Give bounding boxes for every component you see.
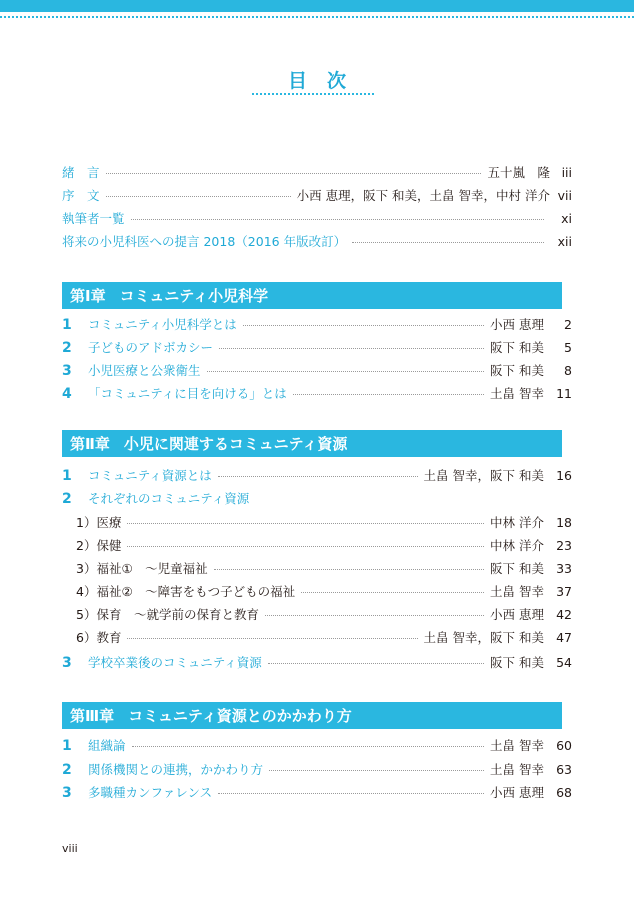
chapter-heading[interactable] [62, 282, 562, 309]
entry-label: コミュニティ小児科学とは [88, 317, 237, 332]
entry-page: 16 [556, 467, 572, 483]
chapter-heading[interactable] [62, 430, 562, 457]
toc-section-entry[interactable] [62, 314, 572, 334]
entry-author: 土畠 智幸 [490, 386, 544, 401]
dot-leader [127, 523, 484, 524]
toc-subsection-entry[interactable] [76, 581, 572, 601]
entry-author: 中林 洋介 [490, 515, 544, 530]
entry-author: 阪下 和美 [490, 655, 544, 670]
dot-leader [269, 770, 484, 771]
entry-page: 63 [556, 761, 572, 777]
entry-label: 序 文 [62, 188, 100, 203]
entry-page: 11 [556, 385, 572, 401]
entry-author: 土畠 智幸 [490, 584, 544, 599]
dot-leader [265, 615, 484, 616]
section-number: 2 [62, 762, 72, 778]
section-number: 4 [62, 386, 72, 402]
entry-author: 土畠 智幸，阪下 和美 [423, 468, 544, 483]
entry-author: 土畠 智幸，阪下 和美 [423, 630, 544, 645]
dot-leader [106, 173, 482, 174]
toc-front-entry[interactable] [62, 208, 572, 228]
page-folio: viii [62, 842, 78, 855]
section-number: 2 [62, 491, 72, 507]
section-number: 1 [62, 468, 72, 484]
section-number: 3 [62, 363, 72, 379]
entry-author: 土畠 智幸 [490, 738, 544, 753]
title-underline [252, 93, 374, 95]
dot-leader [106, 196, 291, 197]
entry-page: 42 [556, 606, 572, 622]
toc-section-entry[interactable] [62, 360, 572, 380]
dot-leader [132, 746, 485, 747]
entry-page: 37 [556, 583, 572, 599]
chapter-title: コミュニティ資源とのかかわり方 [128, 707, 352, 725]
dot-leader [127, 546, 484, 547]
entry-label: コミュニティ資源とは [88, 468, 212, 483]
dot-leader [301, 592, 484, 593]
entry-page: 8 [564, 362, 572, 378]
entry-page: 47 [556, 629, 572, 645]
entry-label: 「コミュニティに目を向ける」とは [88, 386, 287, 401]
entry-author: 小西 恵理 [490, 785, 544, 800]
dot-leader [352, 242, 544, 243]
entry-label: 3）福祉① ～児童福祉 [76, 561, 208, 576]
dot-leader [131, 219, 544, 220]
toc-section-entry[interactable] [62, 337, 572, 357]
dot-leader [207, 371, 485, 372]
entry-author: 小西 恵理 [490, 607, 544, 622]
entry-label: 6）教育 [76, 630, 122, 645]
dot-leader [127, 638, 417, 639]
toc-front-entry[interactable] [62, 162, 572, 182]
section-number: 1 [62, 317, 72, 333]
toc-section-entry[interactable] [62, 759, 572, 779]
chapter-heading[interactable] [62, 702, 562, 729]
chapter-title: 小児に関連するコミュニティ資源 [123, 435, 348, 453]
top-color-band [0, 0, 634, 12]
section-number: 3 [62, 655, 72, 671]
dot-leader [243, 325, 484, 326]
toc-section-entry[interactable] [62, 465, 572, 485]
top-dotted-border [0, 16, 634, 18]
entry-author: 土畠 智幸 [490, 762, 544, 777]
entry-page: 54 [556, 654, 572, 670]
entry-author: 小西 恵理，阪下 和美，土畠 智幸，中村 洋介 [296, 188, 550, 203]
entry-page: 2 [564, 316, 572, 332]
entry-page: 5 [564, 339, 572, 355]
dot-leader [268, 663, 484, 664]
dot-leader [214, 569, 484, 570]
toc-section-entry[interactable] [62, 652, 572, 672]
dot-leader [218, 476, 418, 477]
entry-page: 33 [556, 560, 572, 576]
toc-section-entry[interactable] [62, 488, 572, 508]
entry-label: 多職種カンファレンス [88, 785, 213, 800]
entry-page: iii [561, 164, 572, 180]
dot-leader [218, 793, 484, 794]
entry-author: 五十嵐 隆 [487, 165, 550, 180]
chapter-number: 第Ⅰ章 [70, 287, 106, 305]
entry-label: 4）福祉② ～障害をもつ子どもの福祉 [76, 584, 296, 599]
entry-page: 23 [556, 537, 572, 553]
entry-page: vii [557, 187, 572, 203]
entry-label: 将来の小児科医への提言 2018（2016 年版改訂） [62, 234, 347, 249]
section-number: 2 [62, 340, 72, 356]
chapter-number: 第Ⅱ章 [70, 435, 110, 453]
toc-section-entry[interactable] [62, 782, 572, 802]
toc-subsection-entry[interactable] [76, 604, 572, 624]
toc-front-entry[interactable] [62, 185, 572, 205]
entry-label: 組織論 [88, 738, 126, 753]
entry-label: 子どものアドボカシー [88, 340, 214, 355]
dot-leader [219, 348, 484, 349]
entry-author: 阪下 和美 [490, 340, 544, 355]
entry-label: 執筆者一覧 [62, 211, 125, 226]
entry-label: 緒 言 [62, 165, 100, 180]
section-number: 3 [62, 785, 72, 801]
entry-label: 学校卒業後のコミュニティ資源 [88, 655, 262, 670]
toc-section-entry[interactable] [62, 383, 572, 403]
toc-subsection-entry[interactable] [76, 627, 572, 647]
entry-page: xi [561, 210, 572, 226]
toc-front-entry[interactable] [62, 231, 572, 251]
entry-author: 中林 洋介 [490, 538, 544, 553]
section-number: 1 [62, 738, 72, 754]
chapter-title: コミュニティ小児科学 [119, 287, 269, 305]
entry-label: 2）保健 [76, 538, 122, 553]
toc-subsection-entry[interactable] [76, 512, 572, 532]
entry-label: 1）医療 [76, 515, 122, 530]
entry-page: 68 [556, 784, 572, 800]
dot-leader [293, 394, 484, 395]
page-title: 目次 [287, 70, 366, 92]
entry-label: 小児医療と公衆衛生 [88, 363, 201, 378]
entry-label: 5）保育 ～就学前の保育と教育 [76, 607, 259, 622]
entry-author: 阪下 和美 [490, 363, 544, 378]
toc-subsection-entry[interactable] [76, 558, 572, 578]
entry-page: 60 [556, 737, 572, 753]
entry-label: それぞれのコミュニティ資源 [88, 491, 250, 506]
entry-author: 小西 恵理 [490, 317, 544, 332]
toc-section-entry[interactable] [62, 735, 572, 755]
entry-label: 関係機関との連携，かかわり方 [88, 762, 264, 777]
entry-author: 阪下 和美 [490, 561, 544, 576]
toc-subsection-entry[interactable] [76, 535, 572, 555]
entry-page: xii [557, 233, 572, 249]
chapter-number: 第Ⅲ章 [70, 707, 115, 725]
entry-page: 18 [556, 514, 572, 530]
